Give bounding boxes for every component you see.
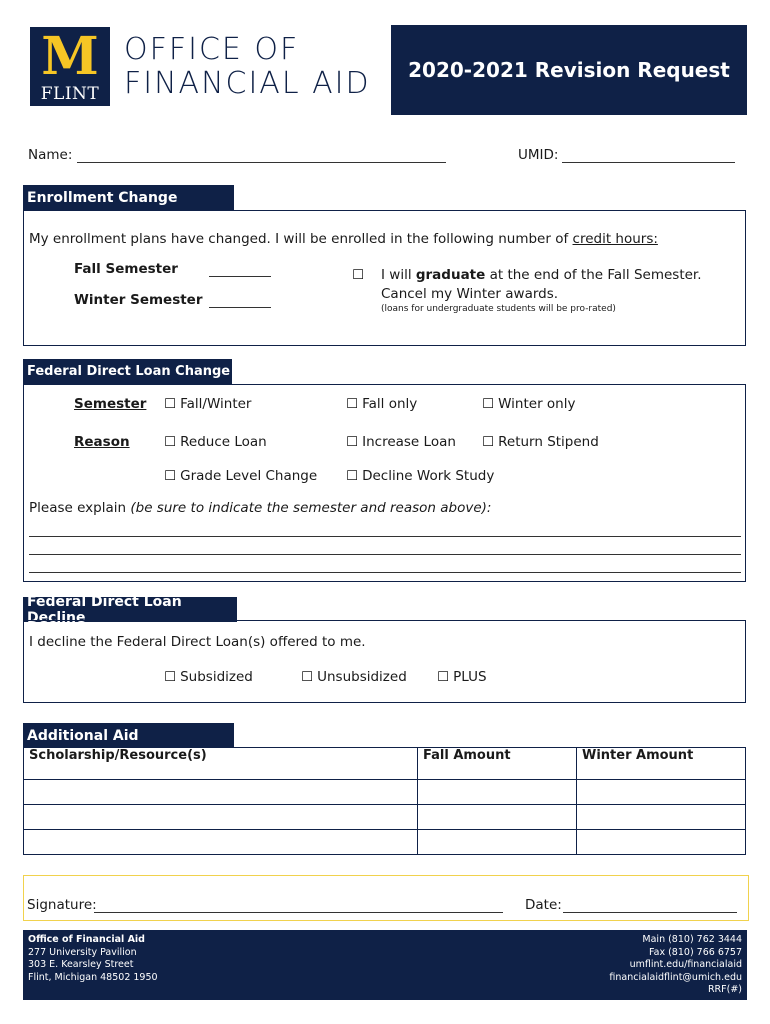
subsidized-checkbox[interactable]: ☐ Subsidized: [164, 669, 253, 685]
explain-line-1[interactable]: [29, 536, 741, 537]
footer-form-code: RRF(#): [707, 984, 742, 995]
reduce-loan-checkbox[interactable]: ☐ Reduce Loan: [164, 434, 267, 450]
decline-statement: I decline the Federal Direct Loan(s) offered to me.: [29, 634, 366, 650]
date-label: Date:: [525, 897, 562, 913]
scholarship-cell[interactable]: [24, 780, 418, 805]
grade-level-change-checkbox[interactable]: ☐ Grade Level Change: [164, 468, 317, 484]
form-title: 2020-2021 Revision Request: [391, 25, 747, 115]
table-row: [24, 805, 746, 830]
graduate-statement: [381, 267, 702, 283]
reason-label: Reason: [74, 434, 130, 450]
enrollment-change-section: [23, 210, 746, 346]
loan-change-heading: Federal Direct Loan Change: [23, 359, 232, 384]
footer-contact: [609, 934, 742, 997]
additional-aid-table: [23, 747, 746, 855]
fall-amount-cell[interactable]: [418, 830, 577, 855]
winter-credit-hours-field[interactable]: [209, 307, 271, 308]
fall-semester-label: Fall Semester: [74, 261, 178, 277]
graduate-checkbox[interactable]: ☐: [352, 267, 365, 283]
scholarship-column-header: Scholarship/Resource(s): [24, 748, 418, 780]
winter-amount-cell[interactable]: [577, 780, 746, 805]
decline-work-study-checkbox[interactable]: ☐ Decline Work Study: [346, 468, 494, 484]
cancel-winter-text: Cancel my Winter awards.: [381, 286, 559, 302]
signature-section: [23, 875, 749, 921]
increase-loan-checkbox[interactable]: ☐ Increase Loan: [346, 434, 456, 450]
pro-rated-note: (loans for undergraduate students will be pro-rated): [381, 304, 616, 314]
fall-amount-cell[interactable]: [418, 805, 577, 830]
date-field[interactable]: [563, 912, 737, 913]
table-header-row: [24, 748, 746, 780]
fall-winter-checkbox[interactable]: ☐ Fall/Winter: [164, 396, 251, 412]
office-title-line2: FINANCIAL AID: [124, 66, 371, 101]
table-row: [24, 830, 746, 855]
footer-address-line: 277 University Pavilion: [28, 946, 137, 958]
signature-field[interactable]: [94, 912, 503, 913]
enrollment-change-heading: Enrollment Change: [23, 185, 234, 210]
enrollment-intro-text: My enrollment plans have changed. I will be enrolled in the following number of: [29, 231, 573, 247]
footer-address-line: 303 E. Kearsley Street: [28, 959, 134, 970]
plus-checkbox[interactable]: ☐ PLUS: [437, 669, 487, 685]
footer-address: [28, 934, 158, 984]
university-logo: [30, 27, 110, 106]
credit-hours-text: credit hours:: [572, 231, 658, 247]
enrollment-intro: [29, 231, 658, 247]
loan-decline-section: [23, 620, 746, 703]
umid-label: UMID:: [518, 147, 559, 163]
return-stipend-checkbox[interactable]: ☐ Return Stipend: [482, 434, 599, 450]
graduate-pre: I will: [381, 267, 416, 283]
logo-block-m: M: [41, 26, 99, 87]
winter-amount-column-header: Winter Amount: [577, 748, 746, 780]
winter-amount-cell[interactable]: [577, 805, 746, 830]
graduate-bold: graduate: [415, 267, 486, 283]
explain-prompt: [29, 500, 491, 516]
graduate-post: at the end of the Fall Semester.: [485, 267, 702, 283]
scholarship-cell[interactable]: [24, 805, 418, 830]
additional-aid-heading: Additional Aid: [23, 723, 234, 748]
table-row: [24, 780, 746, 805]
logo-flint-text: FLINT: [40, 84, 100, 104]
fall-amount-cell[interactable]: [418, 780, 577, 805]
semester-label: Semester: [74, 396, 147, 412]
footer-main-phone: Main (810) 762 3444: [642, 934, 742, 945]
office-title: [124, 33, 371, 101]
footer: [23, 930, 747, 1000]
footer-fax: Fax (810) 766 6757: [649, 946, 742, 958]
winter-semester-label: Winter Semester: [74, 292, 203, 308]
fall-credit-hours-field[interactable]: [209, 276, 271, 277]
explain-line-2[interactable]: [29, 554, 741, 555]
unsubsidized-checkbox[interactable]: ☐ Unsubsidized: [301, 669, 407, 685]
scholarship-cell[interactable]: [24, 830, 418, 855]
signature-label: Signature:: [27, 897, 97, 913]
loan-decline-heading: Federal Direct Loan Decline: [23, 597, 237, 622]
explain-italic: (be sure to indicate the semester and reason above):: [130, 500, 492, 516]
winter-amount-cell[interactable]: [577, 830, 746, 855]
footer-website-link[interactable]: umflint.edu/financialaid: [629, 959, 742, 970]
office-title-line1: OFFICE OF: [124, 32, 300, 67]
explain-line-3[interactable]: [29, 572, 741, 573]
explain-prefix: Please explain: [29, 500, 131, 516]
footer-address-line: Flint, Michigan 48502 1950: [28, 971, 158, 983]
winter-only-checkbox[interactable]: ☐ Winter only: [482, 396, 575, 412]
fall-only-checkbox[interactable]: ☐ Fall only: [346, 396, 417, 412]
footer-office-name: Office of Financial Aid: [28, 934, 145, 945]
name-field[interactable]: [77, 162, 446, 163]
footer-email-link[interactable]: financialaidflint@umich.edu: [609, 971, 742, 983]
loan-change-section: [23, 384, 746, 582]
name-label: Name:: [28, 147, 73, 163]
umid-field[interactable]: [562, 162, 735, 163]
fall-amount-column-header: Fall Amount: [418, 748, 577, 780]
